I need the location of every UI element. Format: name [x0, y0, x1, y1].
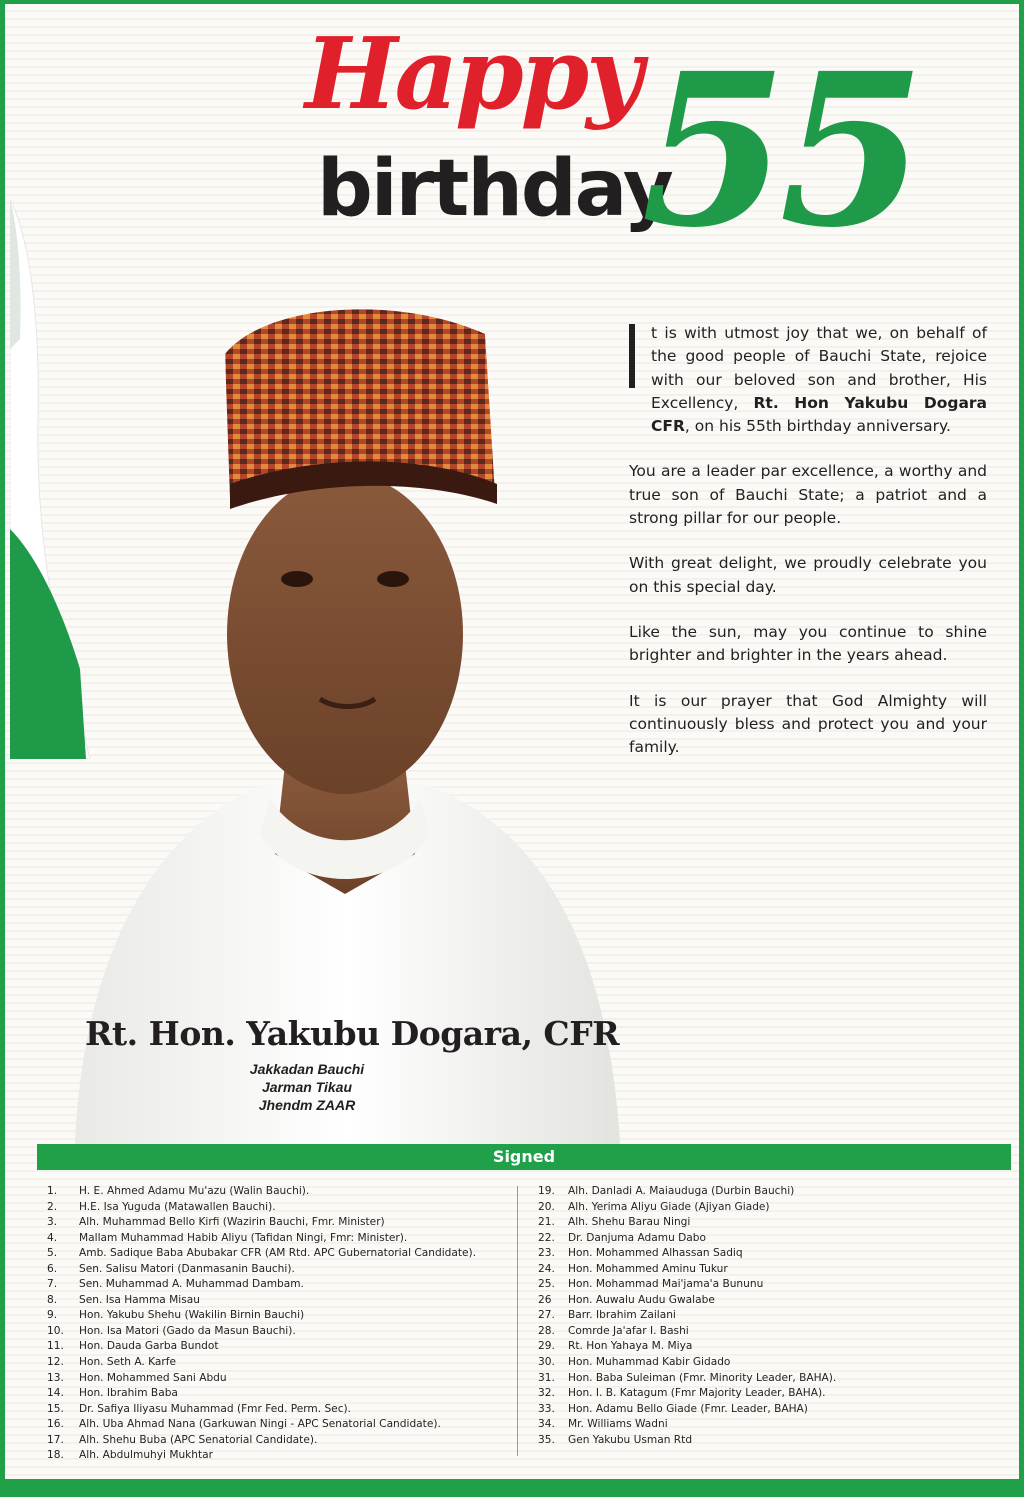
- signatory-name: Hon. Mohammad Mai'jama'a Bununu: [568, 1278, 764, 1291]
- signatory-item: [538, 1262, 1004, 1278]
- signatory-item: [47, 1355, 513, 1371]
- signatory-name: Hon. Yakubu Shehu (Wakilin Birnin Bauchi): [79, 1309, 305, 1322]
- signatory-item: [538, 1308, 1004, 1324]
- signatory-number: 10.: [47, 1324, 64, 1337]
- signatory-number: 3.: [47, 1216, 58, 1229]
- headline-happy: Happy: [305, 17, 641, 132]
- signatory-name: Mallam Muhammad Habib Aliyu (Tafidan Ningi, Fmr: Minister).: [79, 1231, 408, 1244]
- signatory-item: [47, 1371, 513, 1387]
- signatory-item: [538, 1417, 1004, 1433]
- signed-heading: Signed: [37, 1144, 1011, 1170]
- signatory-item: [47, 1246, 513, 1262]
- signatory-name: Dr. Danjuma Adamu Dabo: [568, 1231, 707, 1244]
- signatory-item: [47, 1262, 513, 1278]
- signatory-name: Hon. Seth A. Karfe: [79, 1356, 177, 1369]
- celebrant-title: Jhendm ZAAR: [258, 1097, 356, 1113]
- signatory-name: Hon. Mohammed Alhassan Sadiq: [568, 1247, 743, 1260]
- signatory-item: [538, 1246, 1004, 1262]
- celebrant-title: Jarman Tikau: [261, 1079, 352, 1095]
- signatory-number: 35.: [538, 1433, 555, 1446]
- message-paragraph-1-bold: Rt. Hon Yakubu Dogara CFR: [651, 393, 988, 436]
- signatory-name: Barr. Ibrahim Zailani: [568, 1309, 676, 1322]
- signatory-number: 22.: [538, 1231, 555, 1244]
- signatory-item: [47, 1386, 513, 1402]
- signatory-number: 16.: [47, 1418, 64, 1431]
- signatory-name: Alh. Yerima Aliyu Giade (Ajiyan Giade): [568, 1200, 770, 1213]
- signatory-name: Alh. Shehu Barau Ningi: [568, 1216, 691, 1229]
- signatory-number: 14.: [47, 1387, 64, 1400]
- signatory-name: Hon. Muhammad Kabir Gidado: [568, 1356, 731, 1369]
- signatory-name: Alh. Uba Ahmad Nana (Garkuwan Ningi - APC Senatorial Candidate).: [79, 1418, 441, 1431]
- signatory-item: [47, 1339, 513, 1355]
- message-paragraph-5: It is our prayer that God Almighty will continuously bless and protect you and your family.: [629, 691, 987, 757]
- signatory-item: [47, 1200, 513, 1216]
- signatory-name: Hon. I. B. Katagum (Fmr Majority Leader, BAHA).: [568, 1387, 826, 1400]
- message-paragraph-1-text-b: , on his 55th birthday anniversary.: [684, 417, 951, 436]
- column-divider: [517, 1186, 518, 1456]
- signatory-item: [538, 1184, 1004, 1200]
- signatory-item: [538, 1355, 1004, 1371]
- signatory-name: Dr. Safiya Iliyasu Muhammad (Fmr Fed. Perm. Sec).: [79, 1402, 352, 1415]
- signatory-item: [538, 1324, 1004, 1340]
- message-paragraph-2: You are a leader par excellence, a worthy and true son of Bauchi State; a patriot and a strong pillar for our people.: [629, 462, 987, 528]
- signatory-item: [47, 1215, 513, 1231]
- signatory-number: 12.: [47, 1356, 64, 1369]
- signatory-number: 30.: [538, 1356, 555, 1369]
- signatory-name: Amb. Sadique Baba Abubakar CFR (AM Rtd. APC Gubernatorial Candidate).: [79, 1247, 477, 1260]
- headline-number: 55: [641, 27, 918, 274]
- message-paragraph-3: With great delight, we proudly celebrate you on this special day.: [629, 554, 987, 596]
- signatory-number: 28.: [538, 1324, 555, 1337]
- signatory-name: Alh. Abdulmuhyi Mukhtar: [79, 1449, 214, 1462]
- celebrant-titles: [237, 1060, 377, 1114]
- signatory-name: H. E. Ahmed Adamu Mu'azu (Walin Bauchi).: [79, 1185, 310, 1197]
- signatory-item: [47, 1293, 513, 1309]
- signatory-name: Hon. Auwalu Audu Gwalabe: [568, 1293, 715, 1306]
- signatory-number: 31.: [538, 1371, 555, 1384]
- signatory-name: Hon. Isa Matori (Gado da Masun Bauchi).: [79, 1324, 296, 1337]
- signatory-number: 24.: [538, 1262, 555, 1275]
- signatory-name: Alh. Danladi A. Maiauduga (Durbin Bauchi): [568, 1185, 795, 1197]
- signatory-item: [47, 1277, 513, 1293]
- celebrant-title: Jakkadan Bauchi: [249, 1061, 365, 1077]
- signatory-number: 34.: [538, 1418, 555, 1431]
- signatory-number: 23.: [538, 1247, 555, 1260]
- signatory-item: [47, 1184, 513, 1200]
- signatory-number: 18.: [47, 1449, 64, 1462]
- message-paragraph-1-text-a: t is with utmost joy that we, on behalf of the good people of Bauchi State, rejoice with our beloved son and brother, His Excellency,: [651, 324, 987, 412]
- headline-birthday: birthday: [317, 144, 672, 234]
- signatory-number: 5.: [47, 1247, 58, 1260]
- signatory-item: [538, 1293, 1004, 1309]
- dropcap-bar: [629, 324, 635, 388]
- signatory-item: [538, 1231, 1004, 1247]
- celebrant-name: Rt. Hon. Yakubu Dogara, CFR: [85, 1014, 620, 1053]
- signatory-number: 11.: [47, 1340, 64, 1353]
- signatory-name: Hon. Adamu Bello Giade (Fmr. Leader, BAHA): [568, 1402, 808, 1415]
- signatories-list-left: [47, 1184, 513, 1464]
- message-paragraph-4: Like the sun, may you continue to shine brighter and brighter in the years ahead.: [629, 622, 987, 665]
- message-paragraph-1: [629, 322, 987, 438]
- signatories-list-right: [538, 1184, 1004, 1448]
- signatory-item: [538, 1386, 1004, 1402]
- signatory-name: Mr. Williams Wadni: [568, 1418, 668, 1431]
- signatory-number: 27.: [538, 1309, 555, 1322]
- signatory-item: [538, 1433, 1004, 1449]
- signatory-number: 13.: [47, 1371, 64, 1384]
- signatory-item: [47, 1402, 513, 1418]
- signatory-name: Sen. Muhammad A. Muhammad Dambam.: [79, 1278, 304, 1291]
- signatory-name: Rt. Hon Yahaya M. Miya: [568, 1340, 693, 1353]
- signatory-item: [538, 1339, 1004, 1355]
- signatory-name: Gen Yakubu Usman Rtd: [568, 1433, 693, 1446]
- signatory-number: 17.: [47, 1433, 64, 1446]
- signatory-name: Hon. Mohammed Sani Abdu: [79, 1371, 227, 1384]
- signatory-item: [538, 1277, 1004, 1293]
- signatory-item: [47, 1308, 513, 1324]
- signatory-item: [47, 1324, 513, 1340]
- bottom-green-bar: [5, 1479, 1024, 1497]
- signatory-name: Sen. Isa Hamma Misau: [79, 1293, 200, 1306]
- signatory-number: 6.: [47, 1262, 58, 1275]
- signatory-number: 15.: [47, 1402, 64, 1415]
- signatory-number: 29.: [538, 1340, 555, 1353]
- signatory-number: 9.: [47, 1309, 58, 1322]
- signatory-number: 33.: [538, 1402, 555, 1415]
- signatory-number: 21.: [538, 1216, 555, 1229]
- signatory-name: Hon. Mohammed Aminu Tukur: [568, 1262, 728, 1275]
- signatory-number: 2.: [47, 1200, 58, 1213]
- signatory-name: Alh. Muhammad Bello Kirfi (Wazirin Bauchi, Fmr. Minister): [79, 1216, 385, 1229]
- signatory-item: [538, 1215, 1004, 1231]
- message-text: [629, 322, 987, 781]
- signatory-name: Alh. Shehu Buba (APC Senatorial Candidate).: [79, 1433, 318, 1446]
- signatory-number: 32.: [538, 1387, 555, 1400]
- signatory-item: [538, 1371, 1004, 1387]
- signatory-number: 8.: [47, 1293, 58, 1306]
- signatory-number: 26: [538, 1293, 552, 1306]
- signatory-name: Sen. Salisu Matori (Danmasanin Bauchi).: [79, 1262, 295, 1275]
- signatory-item: [538, 1402, 1004, 1418]
- signatory-item: [47, 1448, 513, 1464]
- signatory-number: 25.: [538, 1278, 555, 1291]
- signatory-name: H.E. Isa Yuguda (Matawallen Bauchi).: [79, 1200, 276, 1213]
- signatory-number: 7.: [47, 1278, 58, 1291]
- signatory-item: [47, 1417, 513, 1433]
- signatory-name: Hon. Ibrahim Baba: [79, 1387, 178, 1400]
- signatory-number: 1.: [47, 1185, 58, 1197]
- signatory-name: Comrde Ja'afar I. Bashi: [568, 1324, 689, 1337]
- signatory-item: [538, 1200, 1004, 1216]
- signatory-number: 19.: [538, 1185, 555, 1197]
- signatory-number: 20.: [538, 1200, 555, 1213]
- signatory-number: 4.: [47, 1231, 58, 1244]
- signatory-name: Hon. Baba Suleiman (Fmr. Minority Leader, BAHA).: [568, 1371, 837, 1384]
- signatory-item: [47, 1231, 513, 1247]
- signatory-name: Hon. Dauda Garba Bundot: [79, 1340, 219, 1353]
- signatory-item: [47, 1433, 513, 1449]
